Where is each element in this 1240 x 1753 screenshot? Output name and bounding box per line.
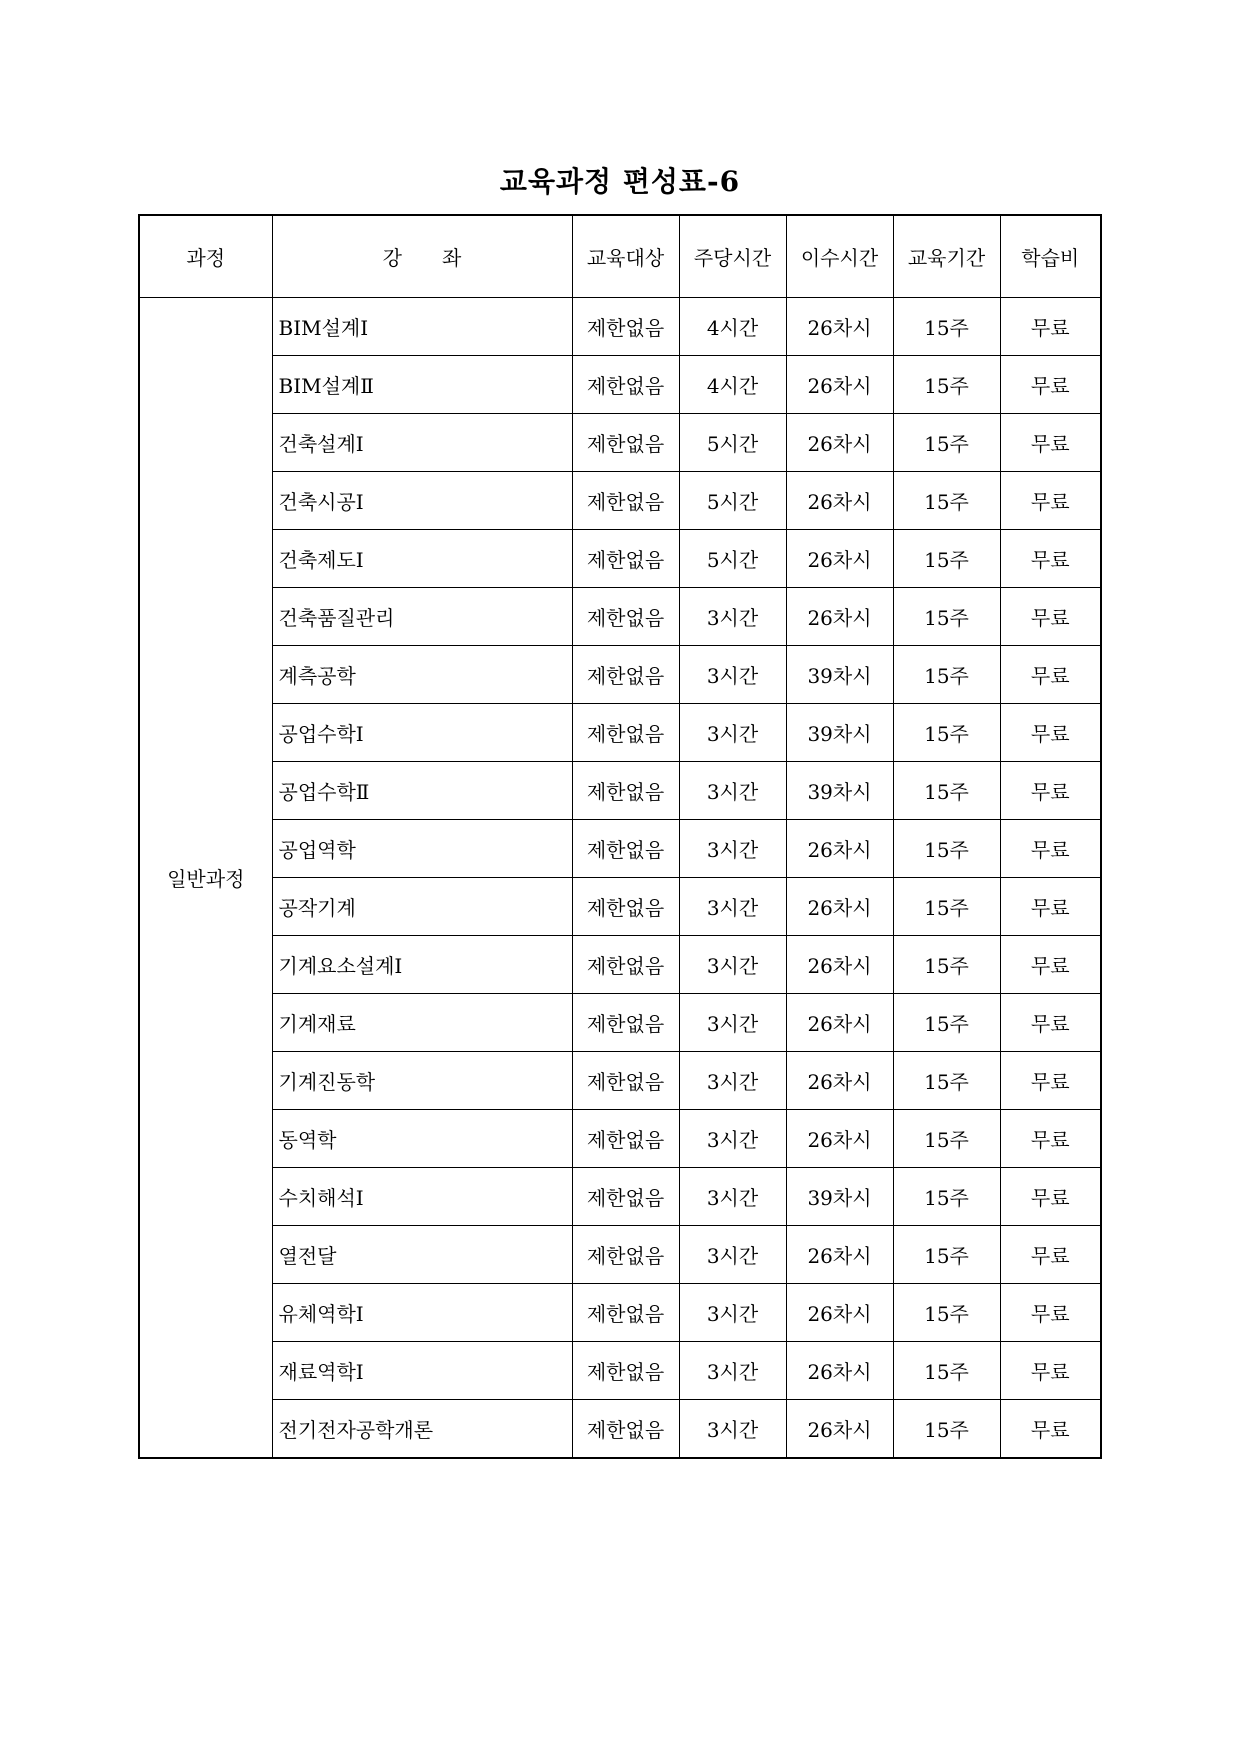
target-cell: 제한없음: [572, 356, 679, 414]
target-cell: 제한없음: [572, 878, 679, 936]
target-cell: 제한없음: [572, 820, 679, 878]
total-hours-cell: 26차시: [786, 1226, 893, 1284]
target-cell: 제한없음: [572, 414, 679, 472]
header-weekly-hours: 주당시간: [679, 215, 786, 298]
fee-cell: 무료: [1000, 936, 1101, 994]
target-cell: 제한없음: [572, 1226, 679, 1284]
period-cell: 15주: [893, 1168, 1000, 1226]
fee-cell: 무료: [1000, 820, 1101, 878]
total-hours-cell: 26차시: [786, 1400, 893, 1459]
fee-cell: 무료: [1000, 588, 1101, 646]
table-row: [139, 588, 1101, 646]
table-row: [139, 646, 1101, 704]
total-hours-cell: 39차시: [786, 762, 893, 820]
target-cell: 제한없음: [572, 530, 679, 588]
fee-cell: 무료: [1000, 994, 1101, 1052]
target-cell: 제한없음: [572, 472, 679, 530]
total-hours-cell: 26차시: [786, 1342, 893, 1400]
track-cell: 일반과정: [139, 298, 272, 1459]
table-row: [139, 530, 1101, 588]
weekly-hours-cell: 5시간: [679, 530, 786, 588]
table-row: [139, 1110, 1101, 1168]
target-cell: 제한없음: [572, 936, 679, 994]
course-cell: BIM설계Ⅰ: [272, 298, 572, 356]
weekly-hours-cell: 3시간: [679, 1342, 786, 1400]
total-hours-cell: 26차시: [786, 1052, 893, 1110]
target-cell: 제한없음: [572, 1342, 679, 1400]
header-period: 교육기간: [893, 215, 1000, 298]
course-cell: 공업역학: [272, 820, 572, 878]
period-cell: 15주: [893, 878, 1000, 936]
fee-cell: 무료: [1000, 298, 1101, 356]
course-cell: 기계재료: [272, 994, 572, 1052]
weekly-hours-cell: 3시간: [679, 704, 786, 762]
course-cell: BIM설계Ⅱ: [272, 356, 572, 414]
period-cell: 15주: [893, 704, 1000, 762]
course-cell: 동역학: [272, 1110, 572, 1168]
header-course: 강 좌: [272, 215, 572, 298]
table-row: [139, 936, 1101, 994]
total-hours-cell: 26차시: [786, 878, 893, 936]
period-cell: 15주: [893, 646, 1000, 704]
total-hours-cell: 26차시: [786, 530, 893, 588]
fee-cell: 무료: [1000, 1110, 1101, 1168]
total-hours-cell: 26차시: [786, 1110, 893, 1168]
course-cell: 계측공학: [272, 646, 572, 704]
table-row: [139, 1052, 1101, 1110]
total-hours-cell: 26차시: [786, 994, 893, 1052]
target-cell: 제한없음: [572, 1168, 679, 1226]
course-cell: 공업수학Ⅰ: [272, 704, 572, 762]
total-hours-cell: 26차시: [786, 936, 893, 994]
fee-cell: 무료: [1000, 1342, 1101, 1400]
target-cell: 제한없음: [572, 994, 679, 1052]
weekly-hours-cell: 3시간: [679, 994, 786, 1052]
period-cell: 15주: [893, 1052, 1000, 1110]
course-cell: 건축품질관리: [272, 588, 572, 646]
weekly-hours-cell: 3시간: [679, 1110, 786, 1168]
period-cell: 15주: [893, 1342, 1000, 1400]
course-cell: 건축제도Ⅰ: [272, 530, 572, 588]
weekly-hours-cell: 3시간: [679, 1284, 786, 1342]
course-cell: 건축시공Ⅰ: [272, 472, 572, 530]
period-cell: 15주: [893, 994, 1000, 1052]
period-cell: 15주: [893, 1284, 1000, 1342]
weekly-hours-cell: 3시간: [679, 1168, 786, 1226]
target-cell: 제한없음: [572, 588, 679, 646]
weekly-hours-cell: 4시간: [679, 298, 786, 356]
header-fee: 학습비: [1000, 215, 1101, 298]
fee-cell: 무료: [1000, 1168, 1101, 1226]
weekly-hours-cell: 3시간: [679, 1400, 786, 1459]
course-cell: 전기전자공학개론: [272, 1400, 572, 1459]
weekly-hours-cell: 3시간: [679, 1052, 786, 1110]
table-row: [139, 472, 1101, 530]
table-row: [139, 820, 1101, 878]
curriculum-table: [138, 214, 1102, 1459]
table-row: [139, 1342, 1101, 1400]
target-cell: 제한없음: [572, 1110, 679, 1168]
fee-cell: 무료: [1000, 1226, 1101, 1284]
course-cell: 열전달: [272, 1226, 572, 1284]
table-row: [139, 994, 1101, 1052]
period-cell: 15주: [893, 356, 1000, 414]
fee-cell: 무료: [1000, 530, 1101, 588]
fee-cell: 무료: [1000, 762, 1101, 820]
period-cell: 15주: [893, 1110, 1000, 1168]
header-total-hours: 이수시간: [786, 215, 893, 298]
weekly-hours-cell: 3시간: [679, 936, 786, 994]
table-header-row: [139, 215, 1101, 298]
course-cell: 수치해석Ⅰ: [272, 1168, 572, 1226]
target-cell: 제한없음: [572, 1052, 679, 1110]
weekly-hours-cell: 3시간: [679, 1226, 786, 1284]
total-hours-cell: 39차시: [786, 1168, 893, 1226]
weekly-hours-cell: 3시간: [679, 646, 786, 704]
period-cell: 15주: [893, 762, 1000, 820]
total-hours-cell: 26차시: [786, 414, 893, 472]
total-hours-cell: 26차시: [786, 356, 893, 414]
total-hours-cell: 26차시: [786, 472, 893, 530]
period-cell: 15주: [893, 936, 1000, 994]
fee-cell: 무료: [1000, 1284, 1101, 1342]
total-hours-cell: 26차시: [786, 298, 893, 356]
period-cell: 15주: [893, 530, 1000, 588]
course-cell: 공업수학Ⅱ: [272, 762, 572, 820]
target-cell: 제한없음: [572, 1284, 679, 1342]
target-cell: 제한없음: [572, 1400, 679, 1459]
fee-cell: 무료: [1000, 356, 1101, 414]
fee-cell: 무료: [1000, 1052, 1101, 1110]
fee-cell: 무료: [1000, 646, 1101, 704]
course-cell: 유체역학Ⅰ: [272, 1284, 572, 1342]
table-row: [139, 878, 1101, 936]
total-hours-cell: 39차시: [786, 646, 893, 704]
fee-cell: 무료: [1000, 472, 1101, 530]
course-cell: 기계진동학: [272, 1052, 572, 1110]
total-hours-cell: 26차시: [786, 1284, 893, 1342]
weekly-hours-cell: 3시간: [679, 820, 786, 878]
table-row: [139, 356, 1101, 414]
header-target: 교육대상: [572, 215, 679, 298]
table-row: [139, 1226, 1101, 1284]
fee-cell: 무료: [1000, 1400, 1101, 1459]
target-cell: 제한없음: [572, 298, 679, 356]
period-cell: 15주: [893, 588, 1000, 646]
period-cell: 15주: [893, 1226, 1000, 1284]
target-cell: 제한없음: [572, 762, 679, 820]
table-row: [139, 298, 1101, 356]
period-cell: 15주: [893, 414, 1000, 472]
course-cell: 공작기계: [272, 878, 572, 936]
target-cell: 제한없음: [572, 704, 679, 762]
fee-cell: 무료: [1000, 414, 1101, 472]
table-row: [139, 704, 1101, 762]
weekly-hours-cell: 5시간: [679, 414, 786, 472]
total-hours-cell: 26차시: [786, 588, 893, 646]
total-hours-cell: 39차시: [786, 704, 893, 762]
weekly-hours-cell: 3시간: [679, 588, 786, 646]
table-row: [139, 762, 1101, 820]
fee-cell: 무료: [1000, 704, 1101, 762]
weekly-hours-cell: 3시간: [679, 762, 786, 820]
weekly-hours-cell: 5시간: [679, 472, 786, 530]
table-body: [139, 298, 1101, 1459]
course-cell: 건축설계Ⅰ: [272, 414, 572, 472]
course-cell: 재료역학Ⅰ: [272, 1342, 572, 1400]
table-row: [139, 1400, 1101, 1459]
period-cell: 15주: [893, 472, 1000, 530]
course-cell: 기계요소설계Ⅰ: [272, 936, 572, 994]
fee-cell: 무료: [1000, 878, 1101, 936]
table-row: [139, 1168, 1101, 1226]
weekly-hours-cell: 4시간: [679, 356, 786, 414]
table-row: [139, 414, 1101, 472]
target-cell: 제한없음: [572, 646, 679, 704]
weekly-hours-cell: 3시간: [679, 878, 786, 936]
period-cell: 15주: [893, 1400, 1000, 1459]
header-track: 과정: [139, 215, 272, 298]
document-title: 교육과정 편성표-6: [499, 165, 741, 198]
table-row: [139, 1284, 1101, 1342]
total-hours-cell: 26차시: [786, 820, 893, 878]
period-cell: 15주: [893, 298, 1000, 356]
period-cell: 15주: [893, 820, 1000, 878]
